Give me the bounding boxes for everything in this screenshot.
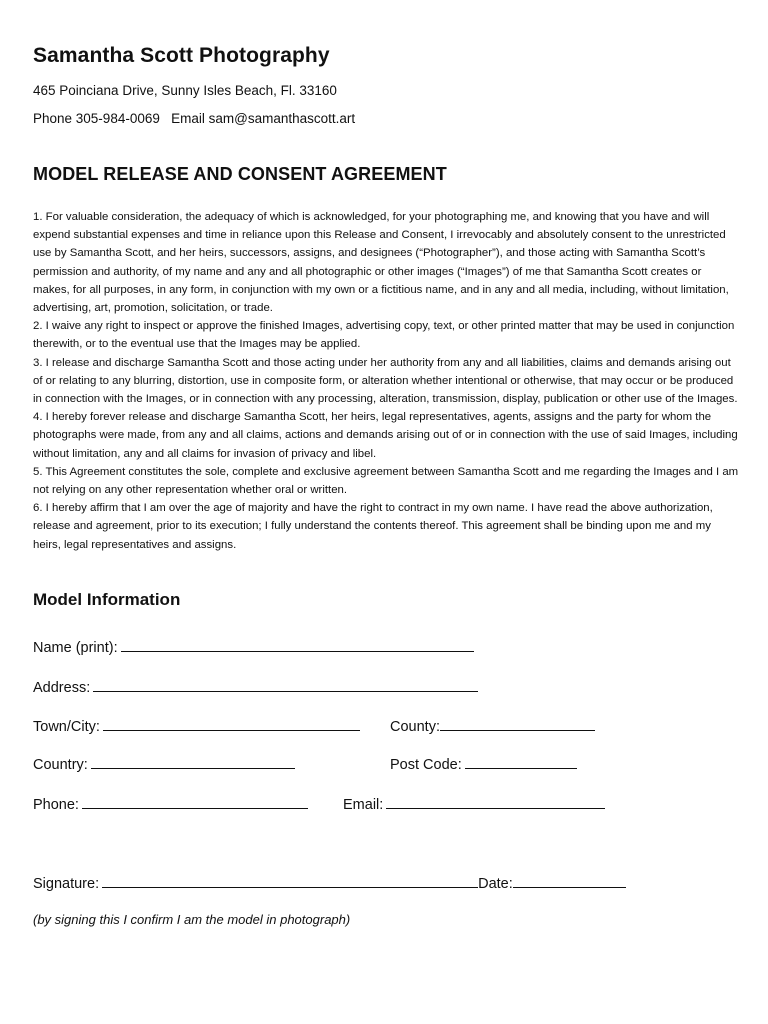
clause-6: 6. I hereby affirm that I am over the age of majority and have the right to contract in my own name. I have read the above authorization, release and agreement, prior to its execution; I fully understand the contents thereof. This agreement shall be binding upon me and my heirs, legal representatives and assigns. <box>33 502 713 551</box>
country-field <box>33 754 295 773</box>
agreement-title: MODEL RELEASE AND CONSENT AGREEMENT <box>33 164 447 184</box>
phone-label: Phone: <box>33 797 79 813</box>
company-email: Email sam@samanthascott.art <box>171 111 356 126</box>
company-phone: Phone 305-984-0069 <box>33 111 160 126</box>
name-label: Name (print): <box>33 640 118 656</box>
company-contact <box>33 111 355 126</box>
signature-input-line[interactable] <box>102 873 478 888</box>
company-address: 465 Poinciana Drive, Sunny Isles Beach, Fl. 33160 <box>33 83 337 98</box>
clause-3: 3. I release and discharge Samantha Scott and those acting under her authority from any and all liabilities, claims and demands arising out of or relating to any blurring, distortion, use in composite form, or alteration whether intentional or otherwise, that may occur or be produced in connection with the Images, or in connection with any processing, alteration, transmission, display, publication or other use of the Images. <box>33 356 738 406</box>
clause-5: 5. This Agreement constitutes the sole, complete and exclusive agreement between Samantha Scott and me regarding the Images and I am not relying on any other representation whether oral or written. <box>33 465 739 497</box>
town-field <box>33 716 360 735</box>
clause-2: 2. I waive any right to inspect or approve the finished Images, advertising copy, text, or other printed matter that may be used in conjunction therewith, or to the eventual use that the Images may be applied. <box>33 320 735 351</box>
agreement-body <box>33 208 739 554</box>
county-input-line[interactable] <box>440 716 595 731</box>
signature-note: (by signing this I confirm I am the model in photograph) <box>33 912 351 927</box>
postcode-input-line[interactable] <box>465 754 577 769</box>
email-label: Email: <box>343 797 384 813</box>
address-label: Address: <box>33 680 91 696</box>
name-field <box>33 637 474 656</box>
town-label: Town/City: <box>33 719 100 735</box>
clause-4: 4. I hereby forever release and discharge Samantha Scott, her heirs, legal representatives, agents, assigns and the party for whom the photographs were made, from any and all claims, actions and demands arising out of or in connection with the use of said Images, including without limitation, any and all claims for invasion of privacy and libel. <box>33 411 738 460</box>
address-field <box>33 677 478 696</box>
postcode-label: Post Code: <box>390 757 462 773</box>
country-label: Country: <box>33 757 88 773</box>
county-label: County: <box>390 719 440 735</box>
phone-field <box>33 794 308 813</box>
clause-1: 1. For valuable consideration, the adequacy of which is acknowledged, for your photographing me, and knowing that you have and will expend substantial expenses and time in reliance upon this Release and Consent, I irrevocably and absolutely consent to the unrestricted use by Samantha Scott, and her heirs, successors, assigns, and designees (“Photographer”), and those acting with Samantha Scott’s permission and authority, of my name and any and all photographic or other images (“Images”) of me that Samantha Scott creates or makes, for all purposes, in any form, in conjunction with my own or a fictitious name, and in any and all media, including, without limitation, advertising, art, promotion, solicitation, or trade. <box>33 211 729 315</box>
address-input-line[interactable] <box>93 677 478 692</box>
phone-input-line[interactable] <box>82 794 308 809</box>
signature-field <box>33 873 626 892</box>
county-field <box>390 716 595 735</box>
date-input-line[interactable] <box>513 873 626 888</box>
country-input-line[interactable] <box>91 754 295 769</box>
email-field <box>343 794 605 813</box>
model-info-title: Model Information <box>33 590 181 609</box>
date-label: Date: <box>478 876 513 892</box>
postcode-field <box>390 754 577 773</box>
town-input-line[interactable] <box>103 716 360 731</box>
company-name: Samantha Scott Photography <box>33 44 330 67</box>
signature-label: Signature: <box>33 876 100 892</box>
name-input-line[interactable] <box>121 637 474 652</box>
email-input-line[interactable] <box>386 794 605 809</box>
